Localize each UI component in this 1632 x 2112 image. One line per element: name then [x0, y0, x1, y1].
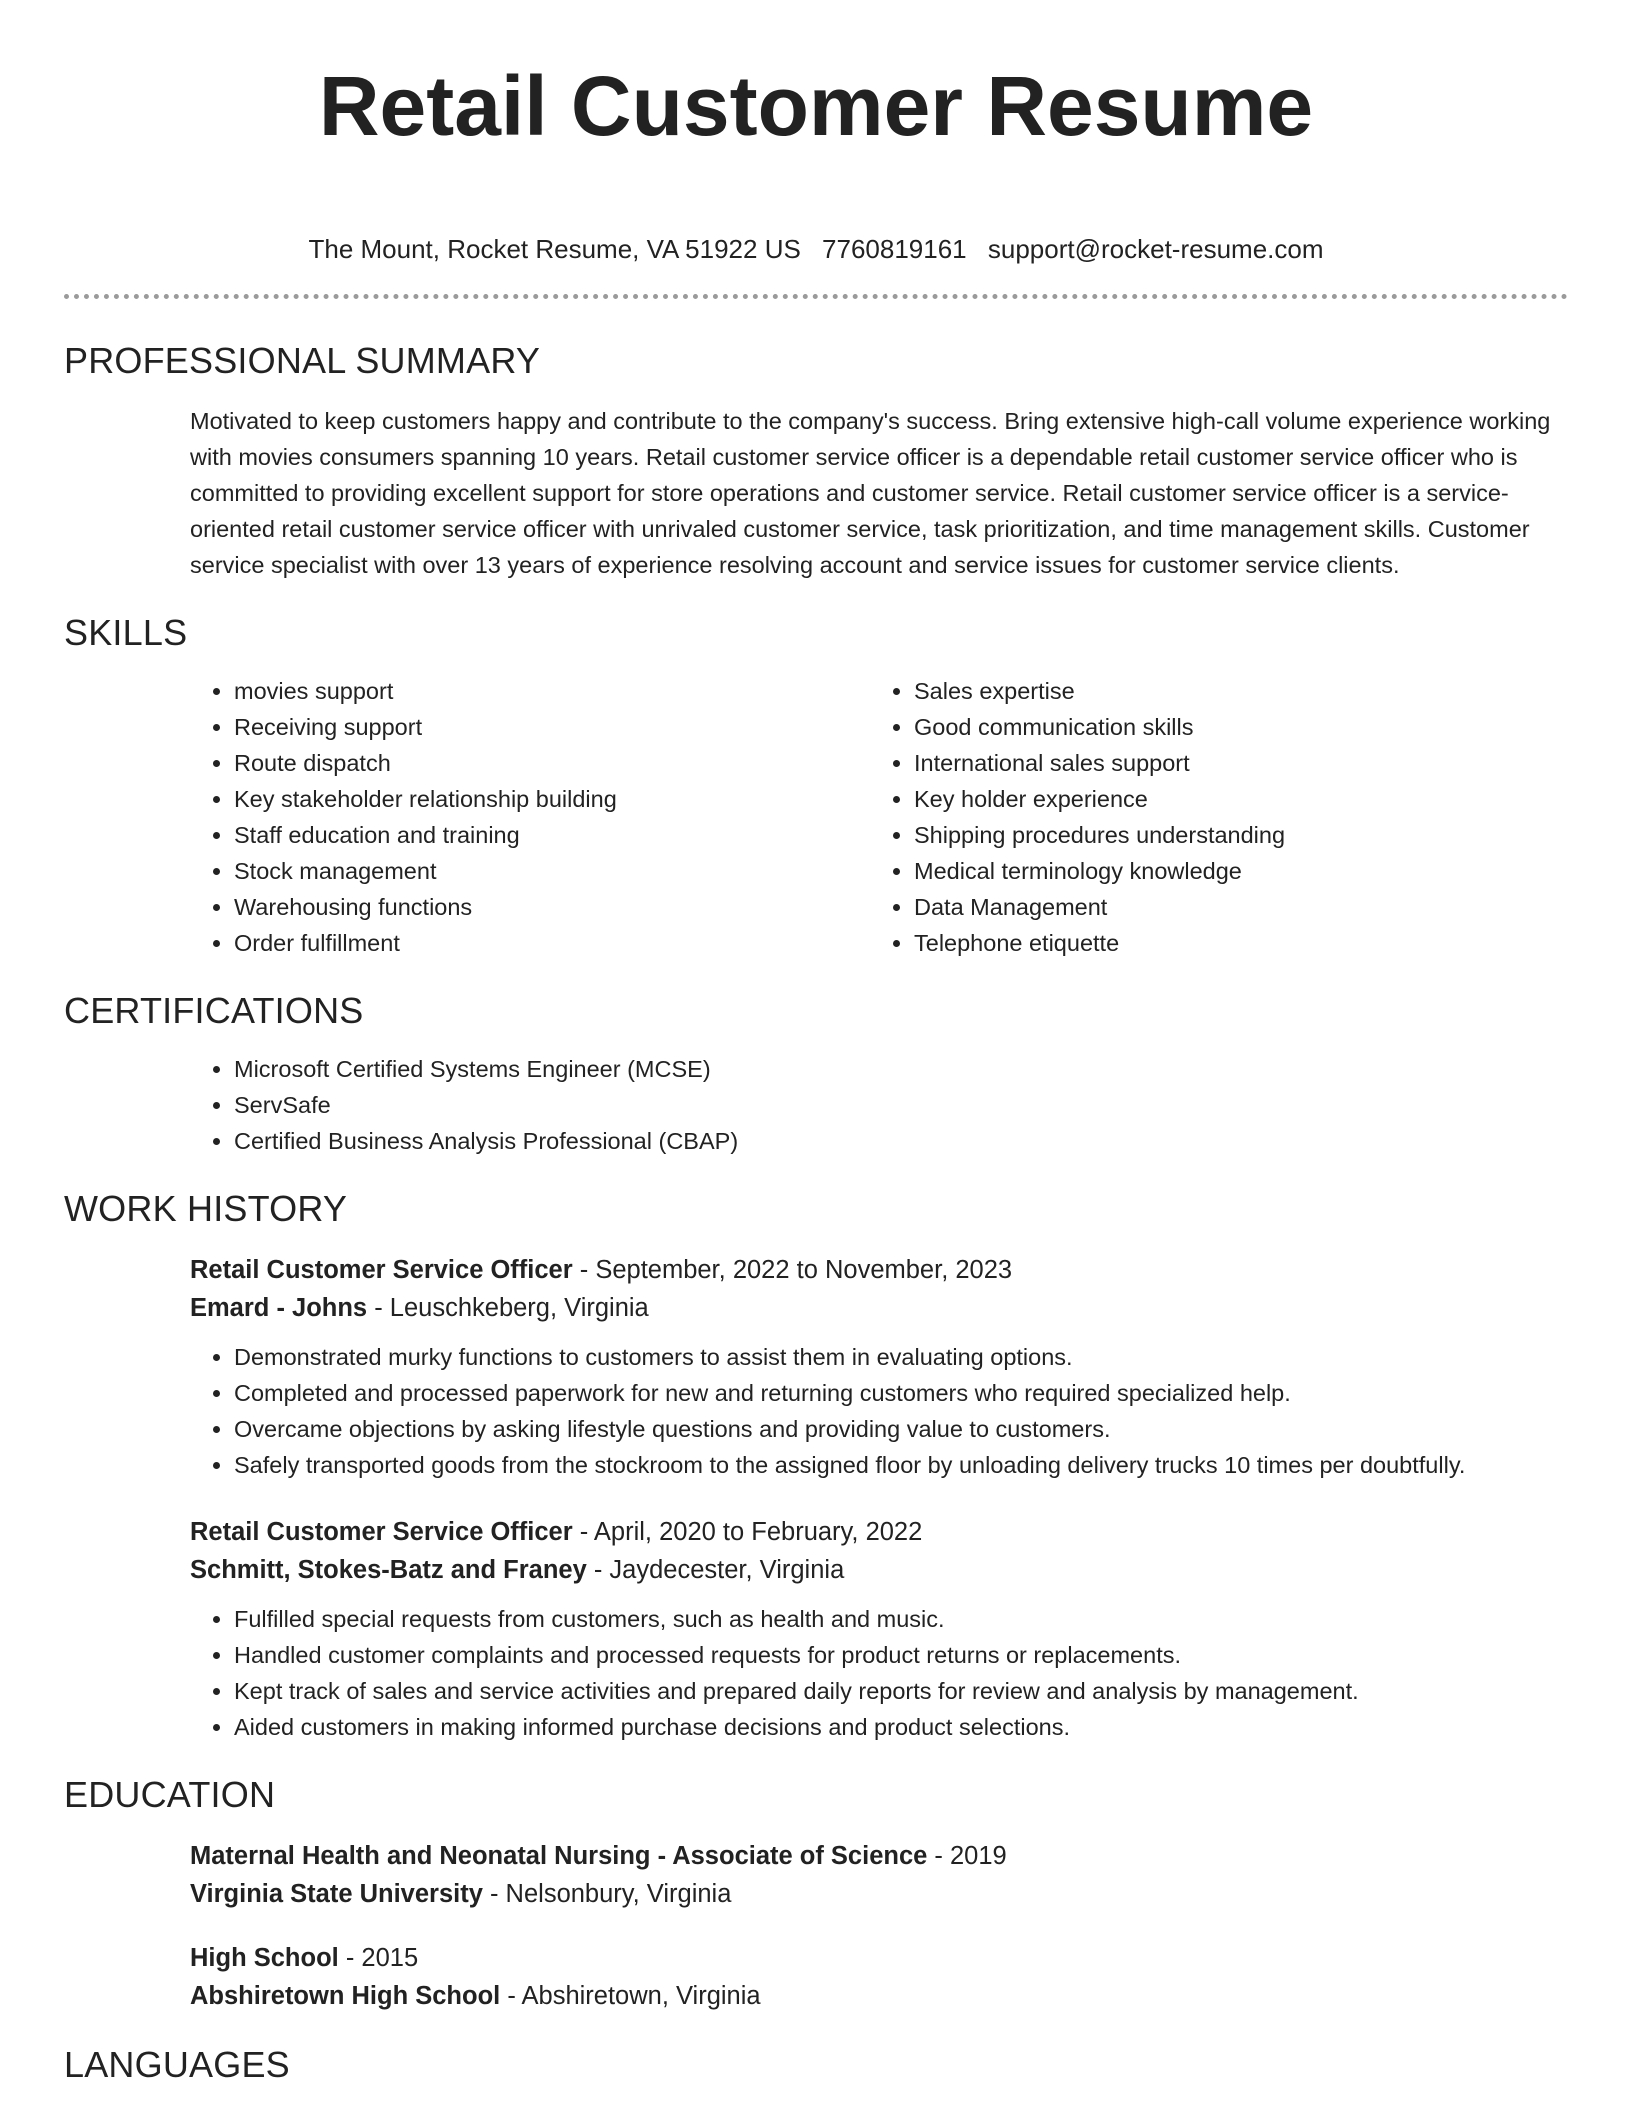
skill-item: • Shipping procedures understanding	[914, 817, 1550, 853]
job-company-line	[190, 1289, 1568, 1327]
education-entry	[190, 1939, 1568, 2015]
contact-phone: 7760819161	[822, 234, 967, 264]
job-bullet: • Completed and processed paperwork for new and returning customers who required specialized help.	[234, 1375, 1568, 1411]
certification-item: • Certified Business Analysis Professional (CBAP)	[234, 1123, 1568, 1159]
job-bullet: • Fulfilled special requests from customers, such as health and music.	[234, 1601, 1568, 1637]
summary-text: Motivated to keep customers happy and contribute to the company's success. Bring extensive high-call volume experience working with movies consumers spanning 10 years. Retail customer service officer is a dependable retail customer service officer who is committed to providing excellent support for store operations and customer service. Retail customer service officer is a service-oriented retail customer service officer with unrivaled customer service, task prioritization, and time management skills. Customer service specialist with over 13 years of experience resolving account and service issues for customer service clients.	[190, 408, 1551, 578]
job-bullet: • Aided customers in making informed purchase decisions and product selections.	[234, 1709, 1568, 1745]
job-company: Schmitt, Stokes-Batz and Franey	[190, 1556, 587, 1584]
skill-item: • Key stakeholder relationship building	[234, 781, 870, 817]
job-company-line	[190, 1551, 1568, 1589]
education-school: Virginia State University	[190, 1880, 483, 1908]
skill-item: • Route dispatch	[234, 745, 870, 781]
skill-item: • Stock management	[234, 853, 870, 889]
skills-column-left	[190, 673, 870, 961]
job-company: Emard - Johns	[190, 1294, 368, 1322]
education-location: - Abshiretown, Virginia	[500, 1982, 761, 2010]
skill-item: • Staff education and training	[234, 817, 870, 853]
job-entry	[190, 1513, 1568, 1745]
skill-item: • Warehousing functions	[234, 889, 870, 925]
education-entry	[190, 1837, 1568, 1913]
certification-item: • ServSafe	[234, 1087, 1568, 1123]
education-school: Abshiretown High School	[190, 1982, 501, 2010]
skill-item: • International sales support	[914, 745, 1550, 781]
contact-address: The Mount, Rocket Resume, VA 51922 US	[308, 234, 801, 264]
job-title-line	[190, 1251, 1568, 1289]
contact-email: support@rocket-resume.com	[987, 234, 1324, 264]
skill-item: • Good communication skills	[914, 709, 1550, 745]
skill-item: • Receiving support	[234, 709, 870, 745]
job-location: - Jaydecester, Virginia	[586, 1556, 845, 1584]
skill-item: • Telephone etiquette	[914, 925, 1550, 961]
job-bullet: • Overcame objections by asking lifestyle questions and providing value to customers.	[234, 1411, 1568, 1447]
summary-heading: PROFESSIONAL SUMMARY	[64, 340, 541, 381]
skill-item: • Medical terminology knowledge	[914, 853, 1550, 889]
job-dates: - April, 2020 to February, 2022	[572, 1518, 923, 1546]
education-school-line	[190, 1977, 1568, 2015]
skill-item: • movies support	[234, 673, 870, 709]
education-location: - Nelsonbury, Virginia	[482, 1880, 732, 1908]
job-bullet: • Handled customer complaints and processed requests for product returns or replacements.	[234, 1637, 1568, 1673]
header-divider	[64, 294, 1568, 299]
resume-page	[64, 0, 1568, 2085]
resume-name: Retail Customer Resume	[318, 59, 1314, 153]
skills-list	[190, 673, 1568, 961]
skill-item: • Order fulfillment	[234, 925, 870, 961]
job-bullet: • Kept track of sales and service activities and prepared daily reports for review and analysis by management.	[234, 1673, 1568, 1709]
work-heading: WORK HISTORY	[64, 1188, 348, 1229]
job-title-line	[190, 1513, 1568, 1551]
job-location: - Leuschkeberg, Virginia	[367, 1294, 649, 1322]
job-dates: - September, 2022 to November, 2023	[572, 1256, 1013, 1284]
contact-line	[64, 234, 1568, 264]
job-entry	[190, 1251, 1568, 1483]
skills-heading: SKILLS	[64, 612, 188, 653]
certifications-list	[190, 1051, 1568, 1159]
certification-item: • Microsoft Certified Systems Engineer (MCSE)	[234, 1051, 1568, 1087]
education-year: - 2015	[338, 1944, 419, 1972]
education-degree: High School	[190, 1944, 339, 1972]
education-degree-line	[190, 1939, 1568, 1977]
skill-item: • Sales expertise	[914, 673, 1550, 709]
certifications-heading: CERTIFICATIONS	[64, 990, 364, 1031]
skills-column-right	[870, 673, 1550, 961]
education-school-line	[190, 1875, 1568, 1913]
job-bullet: • Demonstrated murky functions to customers to assist them in evaluating options.	[234, 1339, 1568, 1375]
languages-heading: LANGUAGES	[64, 2044, 290, 2085]
education-year: - 2019	[927, 1842, 1007, 1870]
skill-item: • Key holder experience	[914, 781, 1550, 817]
education-degree-line	[190, 1837, 1568, 1875]
education-degree: Maternal Health and Neonatal Nursing - Associate of Science	[190, 1842, 928, 1870]
job-bullet: • Safely transported goods from the stockroom to the assigned floor by unloading delivery trucks 10 times per doubtfully.	[234, 1447, 1568, 1483]
job-role: Retail Customer Service Officer	[190, 1256, 573, 1284]
skill-item: • Data Management	[914, 889, 1550, 925]
job-role: Retail Customer Service Officer	[190, 1518, 573, 1546]
education-heading: EDUCATION	[64, 1774, 276, 1815]
